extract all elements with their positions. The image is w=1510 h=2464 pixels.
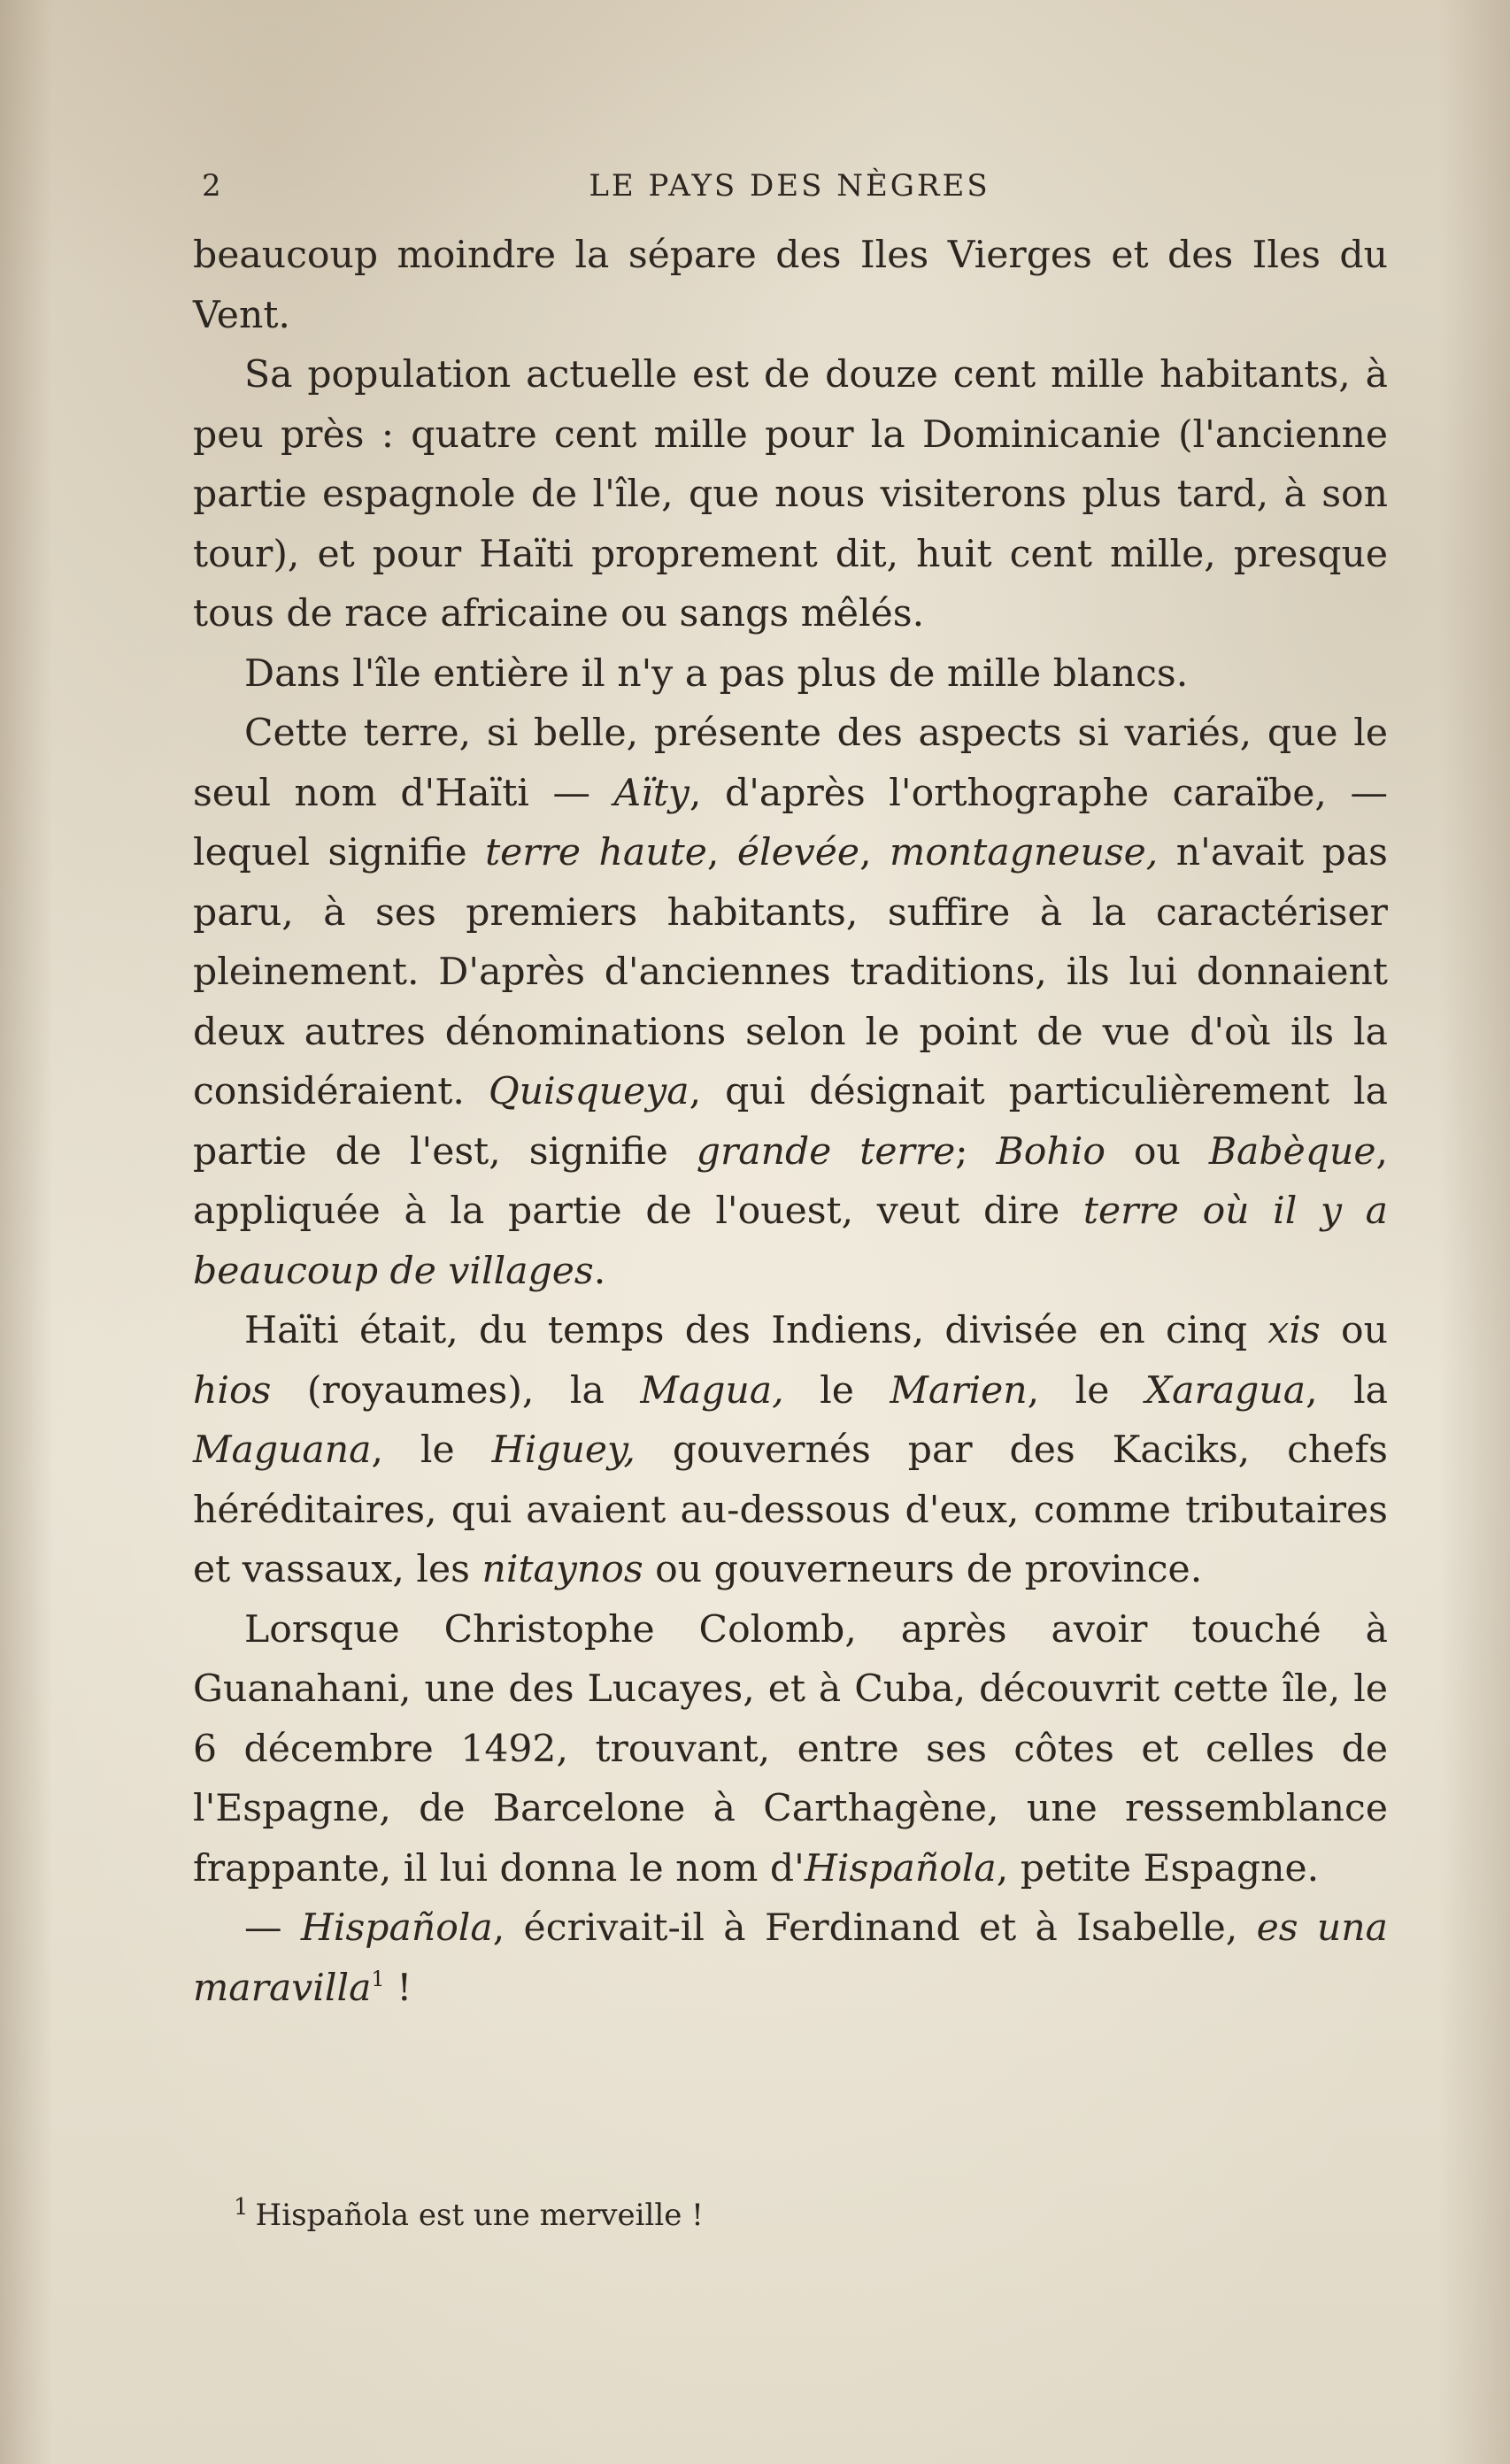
footnote-reference[interactable]: 1 (371, 1966, 385, 1991)
italic-term: xis (1267, 1309, 1321, 1352)
italic-term: Magua, (640, 1368, 784, 1413)
paragraph-5: Haïti était, du temps des Indiens, divisée en cinq xis ou hios (royaumes), la Magua, le Marien, le Xaragua, la Maguana, le Higuey, gouvernés par des Kaciks, chefs héréditaires, qui avaient au-dessous d'eux, comme tributaires et vassaux, les nitaynos ou gouverneurs de province. (193, 1309, 1389, 1591)
italic-term: Babèque (1208, 1129, 1376, 1174)
page-shadow-right (1439, 0, 1510, 2464)
italic-term: Maguana (193, 1428, 372, 1472)
paragraph-1: beaucoup moindre la sépare des Iles Vierges et des Iles du Vent. (193, 234, 1388, 337)
italic-term: Bohio (996, 1129, 1106, 1174)
paragraph-4: Cette terre, si belle, présente des aspects si variés, que le seul nom d'Haïti — Aïty, d'après l'orthographe caraïbe, — lequel signifie terre haute, élevée, montagneuse, n'avait pas paru, à ses premiers habitants, suffire à la caractériser pleinement. D'après d'anciennes traditions, ils lui donnaient deux autres dénominations selon le point de vue d'où ils la considéraient. Quisqueya, qui désignait particulièrement la partie de l'est, signifie grande terre; Bohio ou Babèque, appliquée à la partie de l'ouest, veut dire terre où il y a beaucoup de villages. (193, 712, 1388, 1293)
body-text (193, 226, 1388, 2018)
paragraph-7: — Hispañola, écrivait-il à Ferdinand et à Isabelle, es una maravilla$^1$ ! (193, 1906, 1388, 2010)
italic-term: Marien (890, 1368, 1028, 1413)
italic-term: élevée (736, 831, 860, 874)
italic-term: hios (193, 1368, 272, 1413)
page-shadow-left (0, 0, 53, 2464)
footnote-text: Hispañola est une merveille ! (255, 2198, 704, 2233)
italic-term: montagneuse, (890, 831, 1159, 874)
italic-term: Xaragua (1144, 1368, 1306, 1413)
italic-term: terre haute (485, 831, 707, 874)
paragraph-2: Sa population actuelle est de douze cent mille habitants, à peu près : quatre cent mille pour la Dominicanie (l'ancienne partie espagnole de l'île, que nous visiterons plus tard, à son tour), et pour Haïti proprement dit, huit cent mille, presque tous de race africaine ou sangs mêlés. (193, 353, 1388, 635)
paragraph-3: Dans l'île entière il n'y a pas plus de mille blancs. (244, 651, 1189, 696)
italic-term: Hispañola (804, 1846, 997, 1890)
footnote-marker: 1 (234, 2194, 249, 2221)
italic-term: Hispañola (300, 1906, 493, 1950)
italic-term: Aïty (613, 771, 690, 815)
footnote (193, 2193, 1388, 2237)
italic-term: nitaynos (482, 1548, 643, 1591)
italic-term: es una maravilla (193, 1906, 1388, 2010)
page-number: 2 (202, 168, 222, 204)
italic-term: Quisqueya (488, 1070, 690, 1113)
italic-term: grande terre (696, 1129, 956, 1174)
italic-term: terre où il y a beaucoup de villages (193, 1190, 1388, 1293)
running-header (195, 161, 1384, 214)
running-title: LE PAYS DES NÈGRES (589, 168, 990, 204)
paragraph-6: Lorsque Christophe Colomb, après avoir touché à Guanahani, une des Lucayes, et à Cuba, découvrit cette île, le 6 décembre 1492, trouvant, entre ses côtes et celles de l'Espagne, de Barcelone à Carthagène, une ressemblance frappante, il lui donna le nom d'Hispañola, petite Espagne. (193, 1607, 1388, 1890)
italic-term: Higuey, (491, 1428, 636, 1472)
